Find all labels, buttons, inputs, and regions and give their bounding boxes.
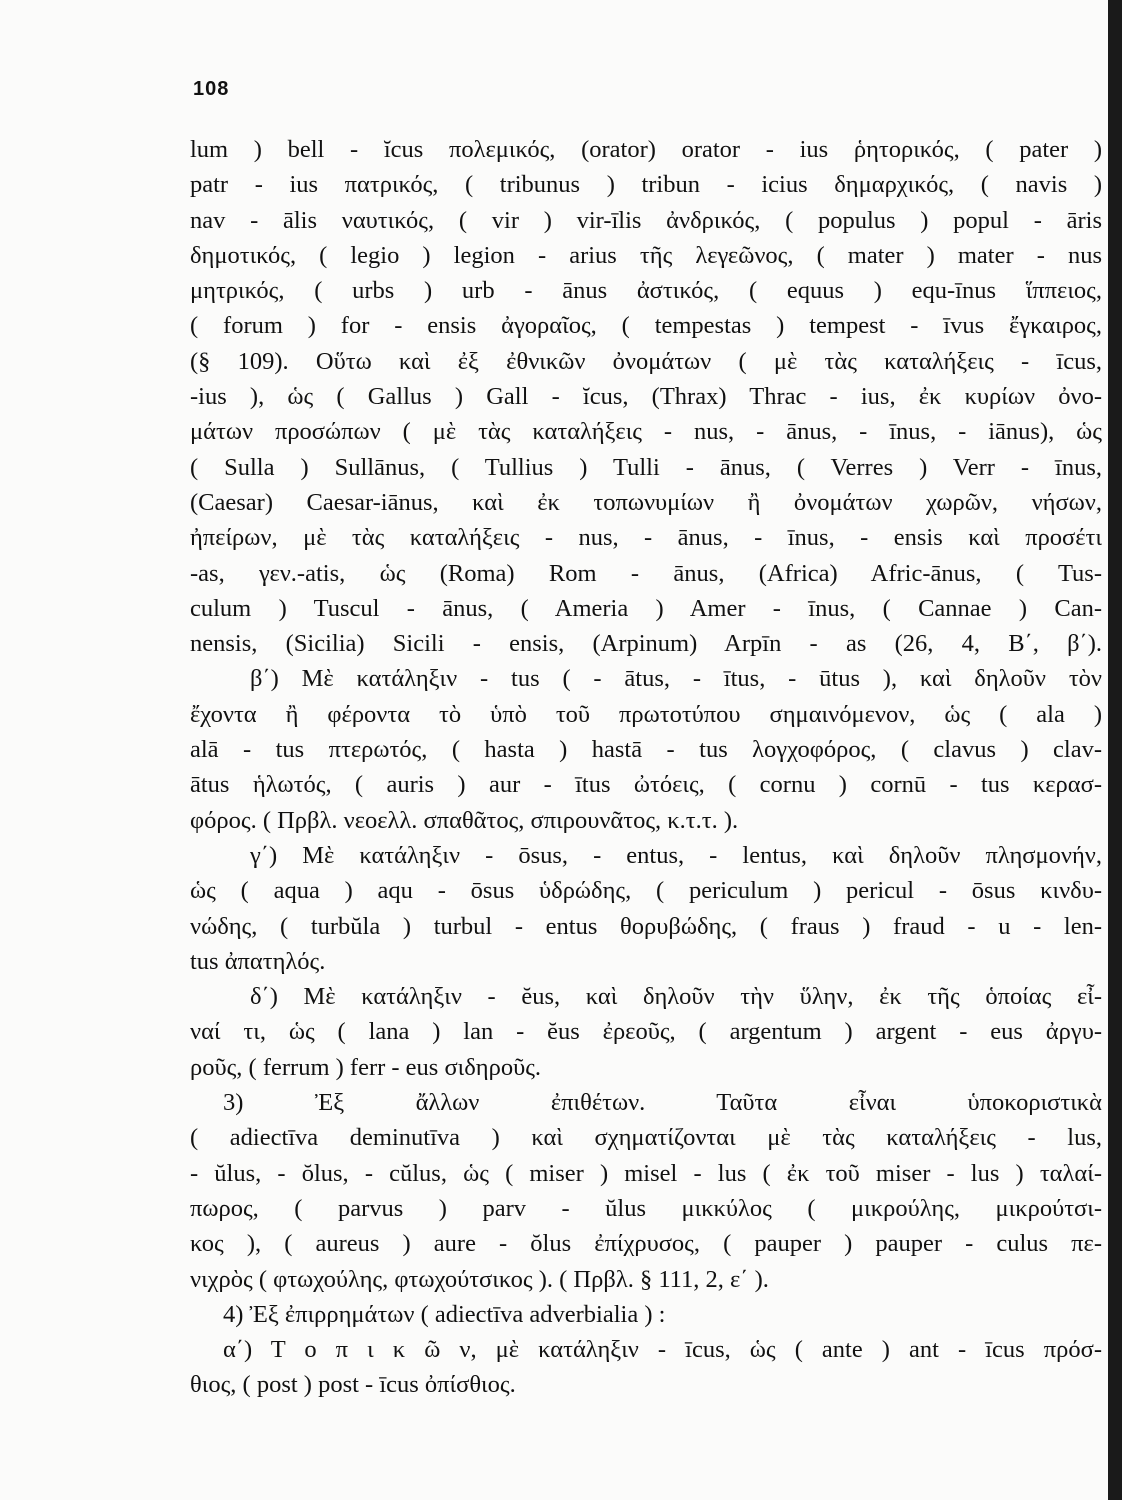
text-line: patr - ius πατρικός, ( tribunus ) tribun - icius δημαρχικός, ( navis )	[190, 171, 1102, 199]
text-line: (Caesar) Caesar-iānus, καὶ ἐκ τοπωνυμίων ἢ ὀνομάτων χωρῶν, νήσων,	[190, 488, 1102, 516]
text-line: ροῦς, ( ferrum ) ferr - eus σιδηροῦς.	[190, 1053, 542, 1081]
text-line: ναί τι, ὡς ( lana ) lan - ĕus ἐρεοῦς, ( argentum ) argent - eus ἀργυ-	[190, 1018, 1102, 1046]
text-line: θιος, ( post ) post - īcus ὀπίσθιος.	[190, 1371, 516, 1399]
text-line: (§ 109). Οὕτω καὶ ἐξ ἐθνικῶν ὀνομάτων ( μὲ τὰς καταλήξεις - īcus,	[190, 347, 1102, 375]
text-line: -ius ), ὡς ( Gallus ) Gall - ĭcus, (Thrax) Thrac - ius, ἐκ κυρίων ὀνο-	[190, 383, 1102, 411]
text-line: nav - ālis ναυτικός, ( vir ) vir-īlis ἀνδρικός, ( populus ) popul - āris	[190, 206, 1102, 234]
page-body	[190, 132, 1102, 1403]
text-line: ( Sulla ) Sullānus, ( Tullius ) Tulli - ānus, ( Verres ) Verr - īnus,	[190, 453, 1102, 481]
text-line: ( adiectīva deminutīva ) καὶ σχηματίζονται μὲ τὰς καταλήξεις - lus,	[190, 1124, 1102, 1152]
page-edge-shadow	[1108, 0, 1122, 1500]
text-line: φόρος. ( Πρβλ. νεοελλ. σπαθᾶτος, σπιρουνᾶτος, κ.τ.τ. ).	[190, 806, 739, 834]
text-line: lum ) bell - ĭcus πολεμικός, (orator) orator - ius ῥητορικός, ( pater )	[190, 136, 1102, 163]
text-line: tus ἀπατηλός.	[190, 947, 326, 975]
text-line: πωρος, ( parvus ) parv - ŭlus μικκύλος ( μικρούλης, μικρούτσι-	[190, 1194, 1102, 1222]
text-line: ( forum ) for - ensis ἀγοραῖος, ( tempestas ) tempest - īvus ἔγκαιρος,	[190, 312, 1102, 340]
text-line: nensis, (Sicilia) Sicili - ensis, (Arpinum) Arpīn - as (26, 4, B΄, β΄).	[190, 630, 1102, 658]
page-number: 108	[193, 78, 230, 100]
text-line: - ŭlus, - ŏlus, - cŭlus, ὡς ( miser ) misel - lus ( ἐκ τοῦ miser - lus ) ταλαί-	[190, 1159, 1102, 1187]
text-line: 4) Ἐξ ἐπιρρημάτων ( adiectīva adverbialia ) :	[223, 1300, 666, 1328]
text-line: ἠπείρων, μὲ τὰς καταλήξεις - nus, - ānus, - īnus, - ensis καὶ προσέτι	[190, 524, 1102, 552]
text-line: ātus ἡλωτός, ( auris ) aur - ītus ὠτόεις, ( cornu ) cornū - tus κερασ-	[190, 771, 1102, 799]
text-line: νώδης, ( turbŭla ) turbul - entus θορυβώδης, ( fraus ) fraud - u - len-	[190, 912, 1102, 940]
text-line: μάτων προσώπων ( μὲ τὰς καταλήξεις - nus, - ānus, - īnus, - iānus), ὡς	[190, 418, 1102, 446]
text-line: νιχρὸς ( φτωχούλης, φτωχούτσικος ). ( Πρβλ. § 111, 2, ε΄ ).	[190, 1265, 769, 1293]
text-line: γ΄) Μὲ κατάληξιν - ōsus, - entus, - lentus, καὶ δηλοῦν πλησμονήν,	[250, 841, 1102, 869]
text-line: α΄) Τ ο π ι κ ῶ ν, μὲ κατάληξιν - īcus, ὡς ( ante ) ant - īcus πρόσ-	[223, 1336, 1102, 1364]
text-line: 3) Ἐξ ἄλλων ἐπιθέτων. Ταῦτα εἶναι ὑποκοριστικὰ	[223, 1089, 1102, 1117]
text-line: culum ) Tuscul - ānus, ( Ameria ) Amer - īnus, ( Cannae ) Can-	[190, 594, 1102, 622]
text-line: δημοτικός, ( legio ) legion - arius τῆς λεγεῶνος, ( mater ) mater - nus	[190, 241, 1102, 269]
text-line: δ΄) Μὲ κατάληξιν - ĕus, καὶ δηλοῦν τὴν ὕλην, ἐκ τῆς ὁποίας εἶ-	[250, 983, 1102, 1011]
text-line: μητρικός, ( urbs ) urb - ānus ἀστικός, ( equus ) equ-īnus ἵππειος,	[190, 277, 1102, 305]
text-line: ἔχοντα ἢ φέροντα τὸ ὑπὸ τοῦ πρωτοτύπου σημαινόμενον, ὡς ( ala )	[190, 700, 1102, 728]
text-line: -as, γεν.-atis, ὡς (Roma) Rom - ānus, (Africa) Afric-ānus, ( Tus-	[190, 559, 1102, 587]
text-line: κος ), ( aureus ) aure - ŏlus ἐπίχρυσος, ( pauper ) pauper - culus πε-	[190, 1230, 1102, 1258]
text-line: β΄) Μὲ κατάληξιν - tus ( - ātus, - ītus, - ūtus ), καὶ δηλοῦν τὸν	[250, 665, 1102, 693]
text-line: alā - tus πτερωτός, ( hasta ) hastā - tus λογχοφόρος, ( clavus ) clav-	[190, 736, 1102, 764]
text-line: ὡς ( aqua ) aqu - ōsus ὑδρώδης, ( periculum ) pericul - ōsus κινδυ-	[190, 877, 1102, 905]
